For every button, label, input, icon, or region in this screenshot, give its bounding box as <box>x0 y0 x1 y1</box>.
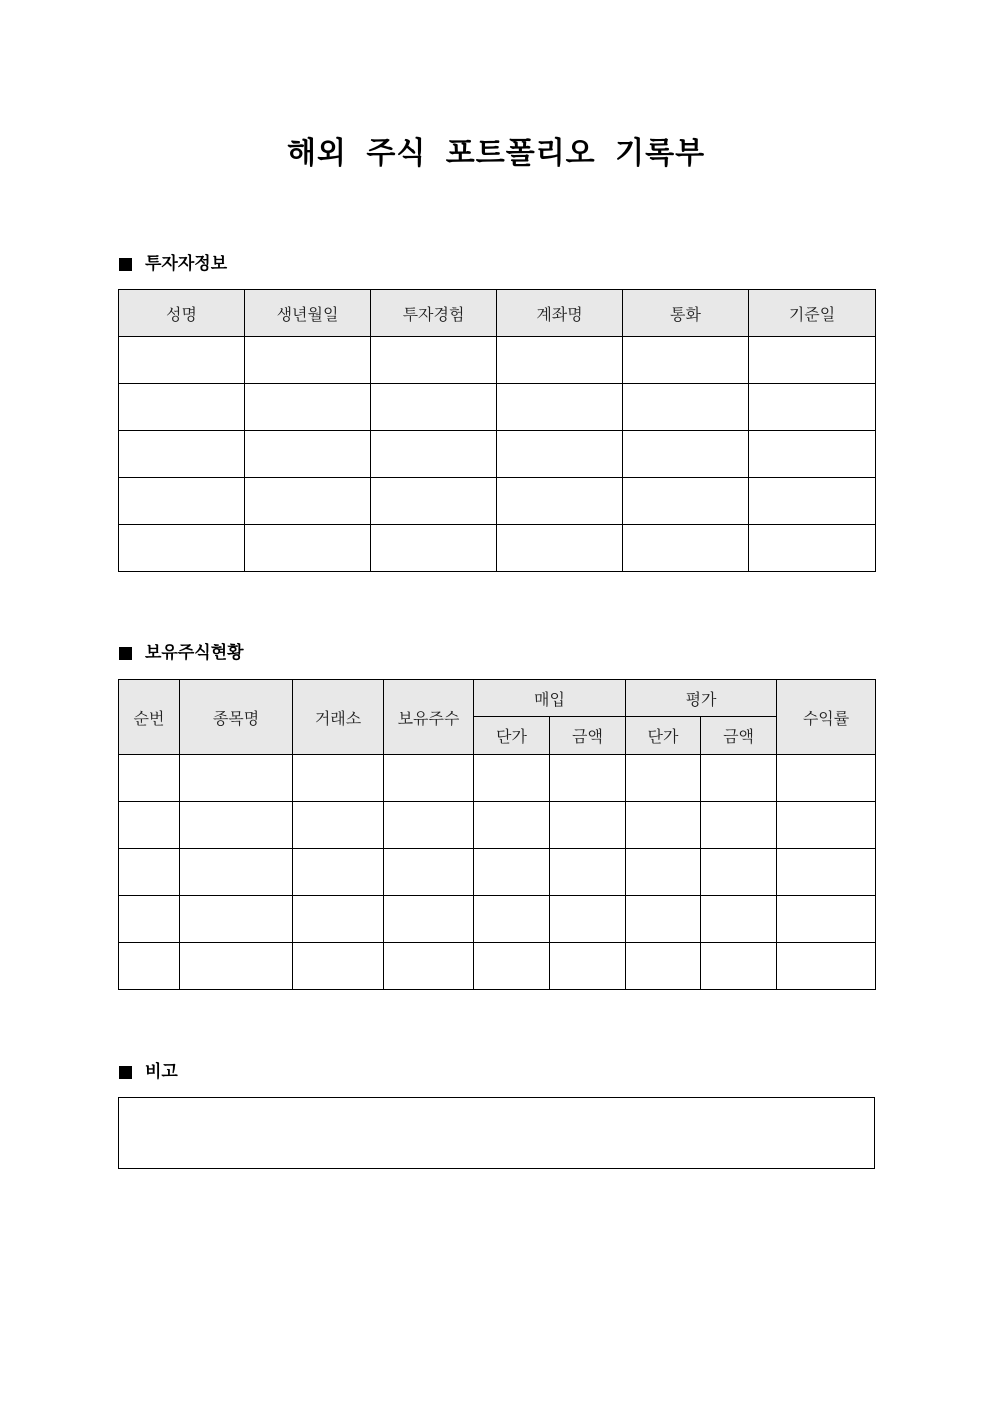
table-cell[interactable] <box>626 896 701 943</box>
table-cell[interactable] <box>626 943 701 990</box>
square-bullet-icon <box>119 258 132 271</box>
table-cell[interactable] <box>371 431 497 478</box>
table-row <box>119 802 876 849</box>
table-cell[interactable] <box>623 431 749 478</box>
table-cell[interactable] <box>497 525 623 572</box>
table-cell[interactable] <box>180 896 293 943</box>
column-header-exchange: 거래소 <box>293 680 384 755</box>
table-row <box>119 384 876 431</box>
table-cell[interactable] <box>384 849 474 896</box>
table-cell[interactable] <box>474 943 550 990</box>
table-cell[interactable] <box>119 849 180 896</box>
table-cell[interactable] <box>474 896 550 943</box>
table-row <box>119 896 876 943</box>
table-cell[interactable] <box>119 755 180 802</box>
table-cell[interactable] <box>293 896 384 943</box>
table-cell[interactable] <box>550 896 626 943</box>
table-row <box>119 431 876 478</box>
table-cell[interactable] <box>623 337 749 384</box>
remarks-box[interactable] <box>118 1097 875 1169</box>
table-cell[interactable] <box>180 755 293 802</box>
column-header-purchase-unit-price: 단가 <box>474 717 550 755</box>
table-cell[interactable] <box>777 755 876 802</box>
table-cell[interactable] <box>119 384 245 431</box>
column-header-name: 성명 <box>119 290 245 337</box>
column-header-shares-held: 보유주수 <box>384 680 474 755</box>
table-cell[interactable] <box>293 802 384 849</box>
table-cell[interactable] <box>371 478 497 525</box>
table-cell[interactable] <box>293 849 384 896</box>
section-heading-label: 투자자정보 <box>145 254 228 274</box>
column-header-investment-experience: 투자경험 <box>371 290 497 337</box>
table-cell[interactable] <box>701 943 777 990</box>
column-header-account-name: 계좌명 <box>497 290 623 337</box>
column-header-stock-name: 종목명 <box>180 680 293 755</box>
table-cell[interactable] <box>384 943 474 990</box>
table-row <box>119 849 876 896</box>
table-cell[interactable] <box>623 478 749 525</box>
table-cell[interactable] <box>749 525 876 572</box>
table-cell[interactable] <box>701 755 777 802</box>
table-cell[interactable] <box>623 525 749 572</box>
table-cell[interactable] <box>701 802 777 849</box>
column-group-header-valuation: 평가 <box>626 680 777 717</box>
table-cell[interactable] <box>293 943 384 990</box>
table-cell[interactable] <box>497 337 623 384</box>
table-header-row <box>119 680 876 717</box>
table-cell[interactable] <box>371 384 497 431</box>
table-cell[interactable] <box>474 802 550 849</box>
investor-info-table <box>118 289 876 572</box>
column-header-number: 순번 <box>119 680 180 755</box>
table-header-row <box>119 290 876 337</box>
table-cell[interactable] <box>293 755 384 802</box>
table-cell[interactable] <box>474 755 550 802</box>
table-cell[interactable] <box>245 478 371 525</box>
table-cell[interactable] <box>384 896 474 943</box>
square-bullet-icon <box>119 647 132 660</box>
table-cell[interactable] <box>245 431 371 478</box>
table-cell[interactable] <box>749 431 876 478</box>
section-heading-label: 보유주식현황 <box>145 643 244 663</box>
table-cell[interactable] <box>626 849 701 896</box>
table-cell[interactable] <box>119 431 245 478</box>
section-heading-remarks <box>119 1060 178 1084</box>
table-cell[interactable] <box>245 337 371 384</box>
table-cell[interactable] <box>180 849 293 896</box>
table-cell[interactable] <box>119 943 180 990</box>
column-header-valuation-unit-price: 단가 <box>626 717 701 755</box>
table-row <box>119 755 876 802</box>
table-cell[interactable] <box>180 943 293 990</box>
table-cell[interactable] <box>245 525 371 572</box>
table-cell[interactable] <box>777 802 876 849</box>
table-cell[interactable] <box>119 525 245 572</box>
section-heading-investor-info <box>119 252 227 276</box>
table-cell[interactable] <box>626 802 701 849</box>
square-bullet-icon <box>119 1066 132 1079</box>
column-header-valuation-amount: 금액 <box>701 717 777 755</box>
table-cell[interactable] <box>749 337 876 384</box>
table-cell[interactable] <box>701 896 777 943</box>
table-cell[interactable] <box>550 943 626 990</box>
table-cell[interactable] <box>371 337 497 384</box>
table-cell[interactable] <box>550 755 626 802</box>
table-row <box>119 525 876 572</box>
table-cell[interactable] <box>474 849 550 896</box>
table-cell[interactable] <box>550 802 626 849</box>
table-cell[interactable] <box>119 802 180 849</box>
table-cell[interactable] <box>119 896 180 943</box>
table-cell[interactable] <box>626 755 701 802</box>
document-title: 해외 주식 포트폴리오 기록부 <box>286 136 706 171</box>
table-cell[interactable] <box>384 755 474 802</box>
table-cell[interactable] <box>623 384 749 431</box>
table-cell[interactable] <box>777 943 876 990</box>
holdings-table <box>118 679 876 990</box>
column-header-reference-date: 기준일 <box>749 290 876 337</box>
table-cell[interactable] <box>371 525 497 572</box>
column-header-currency: 통화 <box>623 290 749 337</box>
table-row <box>119 478 876 525</box>
table-cell[interactable] <box>777 896 876 943</box>
table-cell[interactable] <box>245 384 371 431</box>
table-cell[interactable] <box>119 478 245 525</box>
table-cell[interactable] <box>701 849 777 896</box>
table-cell[interactable] <box>749 478 876 525</box>
table-row <box>119 337 876 384</box>
section-heading-label: 비고 <box>145 1062 178 1082</box>
table-cell[interactable] <box>777 849 876 896</box>
table-cell[interactable] <box>497 431 623 478</box>
table-cell[interactable] <box>384 802 474 849</box>
column-header-return-rate: 수익률 <box>777 680 876 755</box>
table-cell[interactable] <box>550 849 626 896</box>
column-header-birthdate: 생년월일 <box>245 290 371 337</box>
table-cell[interactable] <box>749 384 876 431</box>
table-cell[interactable] <box>497 384 623 431</box>
section-heading-holdings <box>119 641 244 665</box>
column-group-header-purchase: 매입 <box>474 680 626 717</box>
table-cell[interactable] <box>119 337 245 384</box>
table-cell[interactable] <box>180 802 293 849</box>
column-header-purchase-amount: 금액 <box>550 717 626 755</box>
table-row <box>119 943 876 990</box>
table-cell[interactable] <box>497 478 623 525</box>
